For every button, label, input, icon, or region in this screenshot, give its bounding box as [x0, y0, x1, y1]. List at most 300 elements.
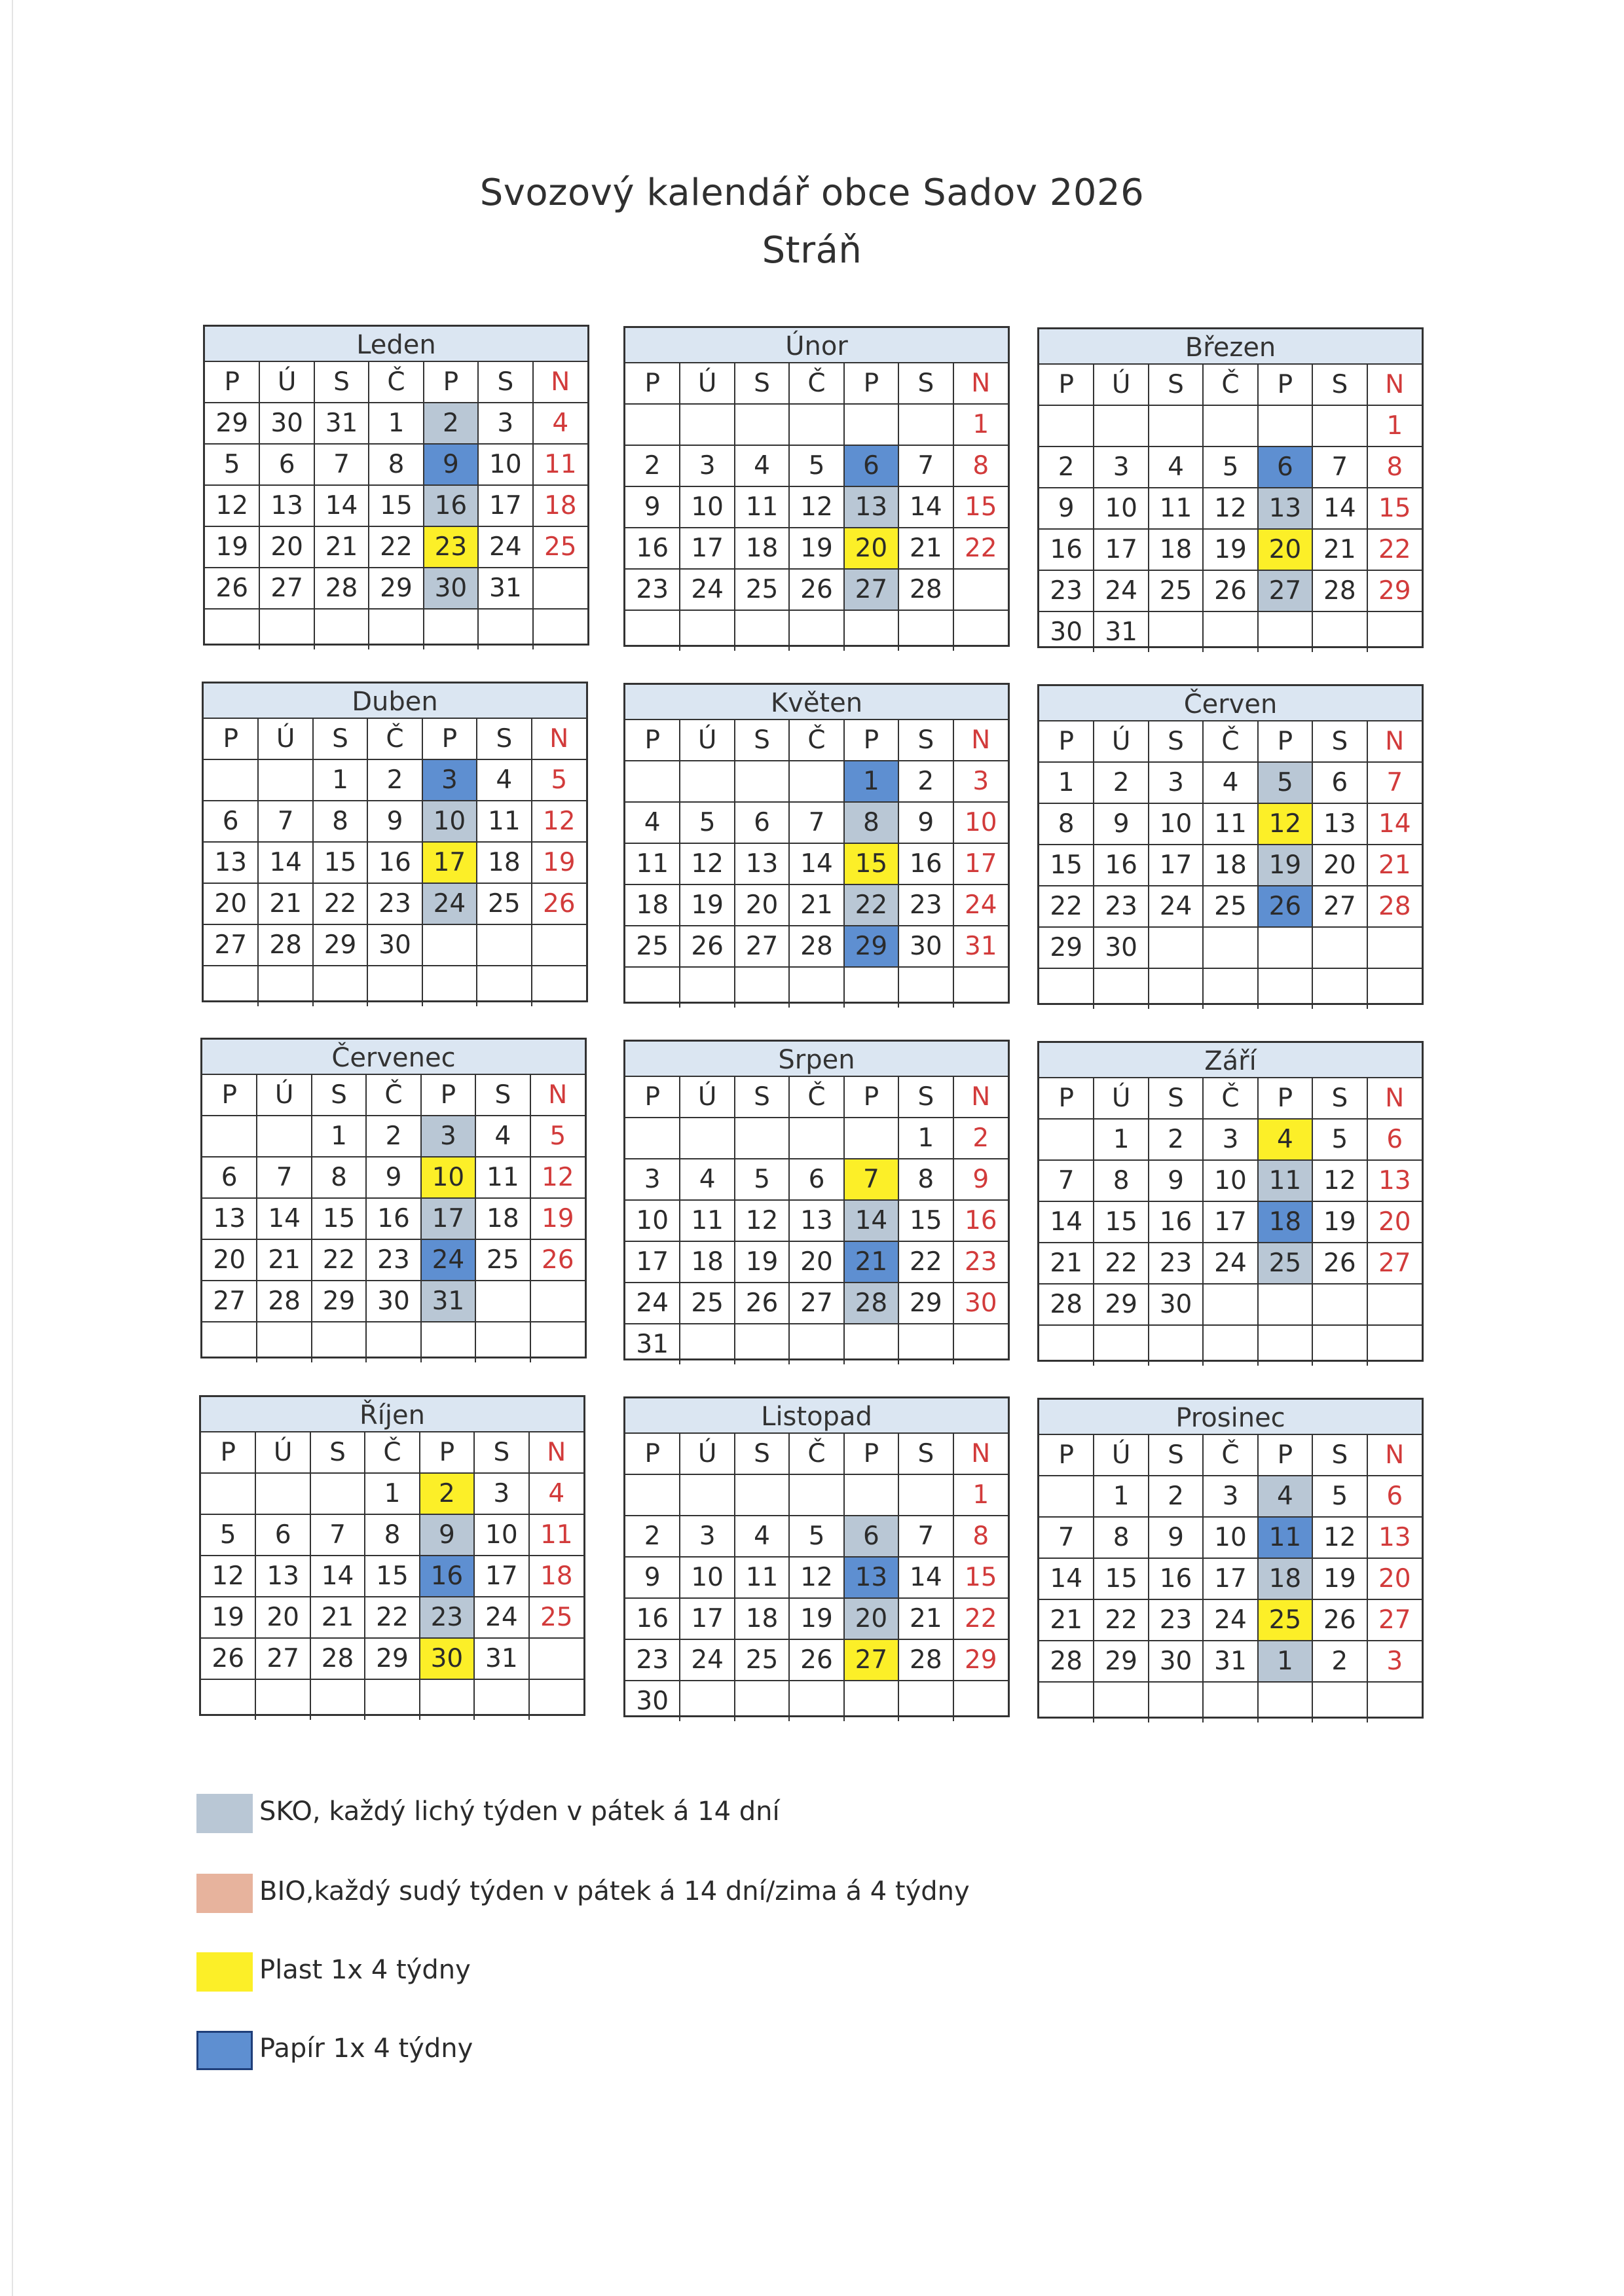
day-cell: 17: [422, 842, 477, 883]
week-row: [204, 842, 586, 883]
day-cell: 6: [735, 802, 789, 843]
day-cell: 28: [314, 568, 369, 609]
weekday-header: P: [204, 719, 258, 759]
day-cell: 23: [898, 884, 953, 926]
day-cell: 24: [625, 1283, 680, 1324]
day-cell: 6: [844, 445, 898, 486]
day-cell: [953, 1681, 1008, 1721]
weekday-header: S: [735, 1434, 789, 1474]
day-cell: [898, 967, 953, 1008]
week-row: [625, 967, 1008, 1008]
weekday-header: N: [1367, 721, 1422, 762]
day-cell: 30: [366, 1281, 420, 1322]
day-cell: 13: [202, 1198, 257, 1239]
week-row: [1039, 446, 1422, 488]
day-cell: 9: [625, 1557, 680, 1598]
day-cell: 21: [1039, 1243, 1094, 1284]
day-cell: 13: [844, 486, 898, 528]
weekday-header-row: [625, 363, 1008, 404]
day-cell: [1203, 968, 1257, 1009]
weekday-header-row: [205, 362, 587, 403]
day-cell: [898, 404, 953, 445]
day-cell: 16: [953, 1200, 1008, 1241]
weekday-header: P: [421, 1075, 475, 1116]
day-cell: 12: [1258, 803, 1312, 845]
weekday-header-row: [202, 1075, 585, 1116]
day-cell: [1039, 968, 1094, 1009]
day-cell: 13: [204, 842, 258, 883]
day-cell: [844, 1681, 898, 1721]
day-cell: 21: [314, 526, 369, 568]
week-row: [1039, 1599, 1422, 1641]
day-cell: 21: [844, 1241, 898, 1283]
day-cell: 16: [367, 842, 422, 883]
day-cell: 12: [680, 843, 734, 884]
day-cell: 11: [475, 1157, 530, 1198]
day-cell: 1: [844, 761, 898, 802]
day-cell: 12: [1203, 488, 1257, 529]
day-cell: [1149, 927, 1203, 968]
day-cell: 4: [529, 1473, 583, 1514]
legend-label: SKO, každý lichý týden v pátek á 14 dní: [259, 1796, 780, 1827]
day-cell: 10: [422, 801, 477, 842]
day-cell: 27: [844, 1639, 898, 1681]
day-cell: 6: [255, 1514, 310, 1556]
day-cell: 6: [204, 801, 258, 842]
day-cell: [475, 1322, 530, 1362]
day-cell: 5: [789, 445, 843, 486]
day-cell: 29: [312, 1281, 366, 1322]
day-cell: [953, 967, 1008, 1008]
day-cell: 4: [1258, 1476, 1312, 1517]
weekday-header: Ú: [259, 362, 314, 403]
page-title: Svozový kalendář obce Sadov 2026: [479, 172, 1145, 214]
day-cell: 1: [313, 759, 367, 801]
month-grid: [205, 362, 587, 649]
day-cell: 16: [1149, 1558, 1203, 1599]
day-cell: 19: [532, 842, 586, 883]
day-cell: [1367, 968, 1422, 1009]
week-row: [625, 486, 1008, 528]
day-cell: 4: [625, 802, 680, 843]
weekday-header: S: [898, 1434, 953, 1474]
month-calendar: [200, 1038, 587, 1358]
day-cell: 17: [1203, 1558, 1257, 1599]
day-cell: [530, 1281, 585, 1322]
day-cell: 8: [1094, 1160, 1148, 1201]
day-cell: 26: [1312, 1243, 1367, 1284]
day-cell: 3: [422, 759, 477, 801]
week-row: [625, 1557, 1008, 1598]
day-cell: [474, 1679, 528, 1720]
day-cell: 29: [1367, 570, 1422, 611]
day-cell: 20: [844, 528, 898, 569]
day-cell: [844, 1324, 898, 1364]
day-cell: 2: [1312, 1641, 1367, 1682]
day-cell: 6: [259, 444, 314, 485]
day-cell: 22: [953, 1598, 1008, 1639]
day-cell: 22: [1039, 886, 1094, 927]
weekday-header-row: [204, 719, 586, 759]
day-cell: 7: [1367, 762, 1422, 803]
month-name: Květen: [625, 685, 1008, 720]
month-calendar: [1037, 684, 1424, 1005]
day-cell: 26: [789, 569, 843, 610]
day-cell: 22: [953, 528, 1008, 569]
day-cell: 6: [844, 1516, 898, 1557]
day-cell: 2: [625, 1516, 680, 1557]
week-row: [202, 1198, 585, 1239]
day-cell: 7: [1039, 1160, 1094, 1201]
day-cell: 12: [789, 486, 843, 528]
weekday-header: N: [533, 362, 587, 403]
day-cell: 18: [1258, 1558, 1312, 1599]
day-cell: [255, 1679, 310, 1720]
day-cell: 25: [533, 526, 587, 568]
day-cell: 9: [625, 486, 680, 528]
weekday-header: Ú: [1094, 1078, 1148, 1119]
day-cell: 3: [680, 1516, 734, 1557]
day-cell: [477, 966, 531, 1006]
weekday-header: P: [202, 1075, 257, 1116]
weekday-header: Ú: [680, 1077, 734, 1118]
day-cell: 6: [202, 1157, 257, 1198]
day-cell: 10: [478, 444, 532, 485]
day-cell: 3: [474, 1473, 528, 1514]
day-cell: 30: [953, 1283, 1008, 1324]
day-cell: 1: [369, 403, 423, 444]
month-name: Prosinec: [1039, 1400, 1422, 1435]
day-cell: 27: [1258, 570, 1312, 611]
day-cell: 6: [1367, 1476, 1422, 1517]
month-grid: [625, 1434, 1008, 1721]
day-cell: 28: [257, 1281, 311, 1322]
day-cell: 8: [365, 1514, 419, 1556]
day-cell: 10: [421, 1157, 475, 1198]
legend-swatch-plast: [196, 1952, 253, 1992]
day-cell: 29: [1094, 1284, 1148, 1325]
day-cell: [898, 1474, 953, 1516]
month-grid: [625, 363, 1008, 651]
day-cell: [625, 967, 680, 1008]
day-cell: 9: [1149, 1517, 1203, 1558]
day-cell: 5: [735, 1159, 789, 1200]
day-cell: [533, 609, 587, 649]
day-cell: 18: [1203, 845, 1257, 886]
day-cell: 5: [789, 1516, 843, 1557]
day-cell: 5: [201, 1514, 255, 1556]
day-cell: 30: [1094, 927, 1148, 968]
day-cell: 24: [422, 883, 477, 924]
week-row: [1039, 1517, 1422, 1558]
weekday-header: N: [1367, 1078, 1422, 1119]
day-cell: 25: [735, 1639, 789, 1681]
week-row: [201, 1679, 583, 1720]
day-cell: 23: [366, 1239, 420, 1281]
weekday-header: S: [898, 363, 953, 404]
day-cell: [205, 609, 259, 649]
day-cell: 17: [680, 1598, 734, 1639]
weekday-header: Č: [367, 719, 422, 759]
month-grid: [1039, 365, 1422, 652]
week-row: [202, 1322, 585, 1362]
weekday-header: N: [529, 1432, 583, 1473]
day-cell: 6: [789, 1159, 843, 1200]
day-cell: [844, 610, 898, 651]
weekday-header: S: [735, 720, 789, 761]
day-cell: 16: [366, 1198, 420, 1239]
day-cell: [789, 1118, 843, 1159]
day-cell: 10: [953, 802, 1008, 843]
day-cell: 24: [953, 884, 1008, 926]
month-name: Březen: [1039, 329, 1422, 365]
week-row: [202, 1157, 585, 1198]
day-cell: [625, 1474, 680, 1516]
week-row: [625, 926, 1008, 967]
day-cell: [789, 967, 843, 1008]
day-cell: 26: [680, 926, 734, 967]
day-cell: 31: [478, 568, 532, 609]
day-cell: 8: [1094, 1517, 1148, 1558]
weekday-header: P: [1039, 1435, 1094, 1476]
day-cell: [735, 404, 789, 445]
day-cell: [789, 610, 843, 651]
day-cell: [530, 1322, 585, 1362]
day-cell: [1149, 1682, 1203, 1722]
day-cell: 1: [1094, 1476, 1148, 1517]
day-cell: 22: [1094, 1599, 1148, 1641]
weekday-header-row: [625, 720, 1008, 761]
week-row: [1039, 968, 1422, 1009]
day-cell: [680, 1324, 734, 1364]
weekday-header: Č: [789, 1434, 843, 1474]
day-cell: 29: [1094, 1641, 1148, 1682]
week-row: [625, 404, 1008, 445]
day-cell: [1039, 405, 1094, 446]
weekday-header: P: [1258, 721, 1312, 762]
day-cell: [1203, 1284, 1257, 1325]
day-cell: 17: [1203, 1201, 1257, 1243]
day-cell: 19: [789, 1598, 843, 1639]
day-cell: 11: [1258, 1517, 1312, 1558]
day-cell: 23: [1149, 1599, 1203, 1641]
day-cell: 25: [529, 1597, 583, 1638]
day-cell: 10: [1203, 1160, 1257, 1201]
day-cell: 19: [680, 884, 734, 926]
day-cell: [1094, 1682, 1148, 1722]
weekday-header: Č: [789, 720, 843, 761]
day-cell: 17: [1094, 529, 1148, 570]
day-cell: 21: [898, 528, 953, 569]
day-cell: 18: [1149, 529, 1203, 570]
weekday-header: Ú: [255, 1432, 310, 1473]
day-cell: [258, 759, 312, 801]
day-cell: 14: [314, 485, 369, 526]
month-name: Září: [1039, 1043, 1422, 1078]
day-cell: 17: [421, 1198, 475, 1239]
day-cell: 13: [1367, 1160, 1422, 1201]
day-cell: 14: [898, 1557, 953, 1598]
day-cell: 25: [475, 1239, 530, 1281]
day-cell: 31: [1094, 611, 1148, 652]
day-cell: 2: [953, 1118, 1008, 1159]
day-cell: [367, 966, 422, 1006]
day-cell: 29: [844, 926, 898, 967]
day-cell: 2: [1149, 1476, 1203, 1517]
day-cell: 2: [625, 445, 680, 486]
day-cell: 17: [478, 485, 532, 526]
day-cell: 11: [1258, 1160, 1312, 1201]
day-cell: 27: [259, 568, 314, 609]
day-cell: 7: [1039, 1517, 1094, 1558]
day-cell: 23: [1039, 570, 1094, 611]
day-cell: 20: [204, 883, 258, 924]
day-cell: 18: [529, 1556, 583, 1597]
week-row: [1039, 611, 1422, 652]
day-cell: 27: [789, 1283, 843, 1324]
day-cell: 19: [205, 526, 259, 568]
day-cell: 18: [680, 1241, 734, 1283]
weekday-header: Ú: [1094, 1435, 1148, 1476]
weekday-header: S: [1312, 365, 1367, 405]
day-cell: 7: [258, 801, 312, 842]
month-grid: [202, 1075, 585, 1362]
weekday-header: P: [1258, 1078, 1312, 1119]
week-row: [625, 569, 1008, 610]
weekday-header-row: [625, 1077, 1008, 1118]
weekday-header: P: [205, 362, 259, 403]
day-cell: 25: [1258, 1599, 1312, 1641]
day-cell: 12: [530, 1157, 585, 1198]
weekday-header: P: [625, 1434, 680, 1474]
day-cell: [478, 609, 532, 649]
day-cell: [420, 1679, 474, 1720]
week-row: [625, 843, 1008, 884]
week-row: [1039, 1325, 1422, 1366]
day-cell: [680, 1474, 734, 1516]
day-cell: 8: [953, 1516, 1008, 1557]
weekday-header: S: [312, 1075, 366, 1116]
day-cell: 3: [953, 761, 1008, 802]
day-cell: 27: [202, 1281, 257, 1322]
page-edge-line: [12, 0, 13, 2296]
weekday-header: S: [475, 1075, 530, 1116]
day-cell: 13: [259, 485, 314, 526]
weekday-header: P: [422, 719, 477, 759]
weekday-header: P: [1039, 365, 1094, 405]
day-cell: 14: [898, 486, 953, 528]
weekday-header: Č: [1203, 365, 1257, 405]
weekday-header-row: [1039, 1435, 1422, 1476]
week-row: [201, 1597, 583, 1638]
day-cell: 8: [844, 802, 898, 843]
legend-swatch-papir: [196, 2031, 253, 2070]
day-cell: [1312, 405, 1367, 446]
legend-label: BIO,každý sudý týden v pátek á 14 dní/zima á 4 týdny: [259, 1876, 970, 1906]
month-calendar: [1037, 327, 1424, 648]
day-cell: 23: [1094, 886, 1148, 927]
day-cell: 23: [953, 1241, 1008, 1283]
day-cell: 16: [1149, 1201, 1203, 1243]
week-row: [625, 1474, 1008, 1516]
day-cell: 9: [1039, 488, 1094, 529]
week-row: [1039, 1476, 1422, 1517]
day-cell: 22: [369, 526, 423, 568]
day-cell: 20: [259, 526, 314, 568]
day-cell: 14: [1039, 1201, 1094, 1243]
day-cell: 8: [898, 1159, 953, 1200]
weekday-header-row: [625, 1434, 1008, 1474]
day-cell: 22: [312, 1239, 366, 1281]
day-cell: 25: [1258, 1243, 1312, 1284]
weekday-header: S: [1312, 1435, 1367, 1476]
day-cell: [259, 609, 314, 649]
day-cell: 8: [1367, 446, 1422, 488]
day-cell: 20: [789, 1241, 843, 1283]
month-calendar: [202, 682, 588, 1002]
day-cell: 26: [201, 1638, 255, 1679]
day-cell: 6: [1258, 446, 1312, 488]
month-grid: [625, 1077, 1008, 1364]
day-cell: [310, 1679, 365, 1720]
day-cell: 16: [1094, 845, 1148, 886]
day-cell: 4: [735, 445, 789, 486]
day-cell: 1: [1039, 762, 1094, 803]
day-cell: 15: [898, 1200, 953, 1241]
day-cell: [625, 404, 680, 445]
day-cell: [898, 610, 953, 651]
day-cell: 14: [310, 1556, 365, 1597]
weekday-header: Ú: [1094, 721, 1148, 762]
day-cell: [735, 1474, 789, 1516]
day-cell: [1367, 611, 1422, 652]
day-cell: 24: [1094, 570, 1148, 611]
day-cell: [1039, 1325, 1094, 1366]
day-cell: [625, 1118, 680, 1159]
day-cell: 30: [259, 403, 314, 444]
week-row: [202, 1116, 585, 1157]
day-cell: 1: [953, 404, 1008, 445]
day-cell: 15: [1367, 488, 1422, 529]
day-cell: 19: [1312, 1558, 1367, 1599]
legend-label: Plast 1x 4 týdny: [259, 1955, 471, 1985]
day-cell: 23: [420, 1597, 474, 1638]
day-cell: 25: [477, 883, 531, 924]
week-row: [625, 761, 1008, 802]
day-cell: 21: [258, 883, 312, 924]
day-cell: 10: [474, 1514, 528, 1556]
week-row: [201, 1473, 583, 1514]
legend-swatch-bio: [196, 1874, 253, 1913]
day-cell: [475, 1281, 530, 1322]
week-row: [201, 1638, 583, 1679]
day-cell: [735, 1681, 789, 1721]
day-cell: 24: [474, 1597, 528, 1638]
day-cell: 4: [1203, 762, 1257, 803]
day-cell: 21: [1367, 845, 1422, 886]
day-cell: 4: [680, 1159, 734, 1200]
weekday-header: Č: [365, 1432, 419, 1473]
day-cell: 23: [625, 1639, 680, 1681]
month-calendar: [623, 1040, 1010, 1360]
day-cell: 28: [1039, 1284, 1094, 1325]
day-cell: 13: [844, 1557, 898, 1598]
day-cell: 27: [1367, 1243, 1422, 1284]
day-cell: 28: [789, 926, 843, 967]
day-cell: [1312, 1682, 1367, 1722]
day-cell: [1149, 611, 1203, 652]
day-cell: 31: [625, 1324, 680, 1364]
